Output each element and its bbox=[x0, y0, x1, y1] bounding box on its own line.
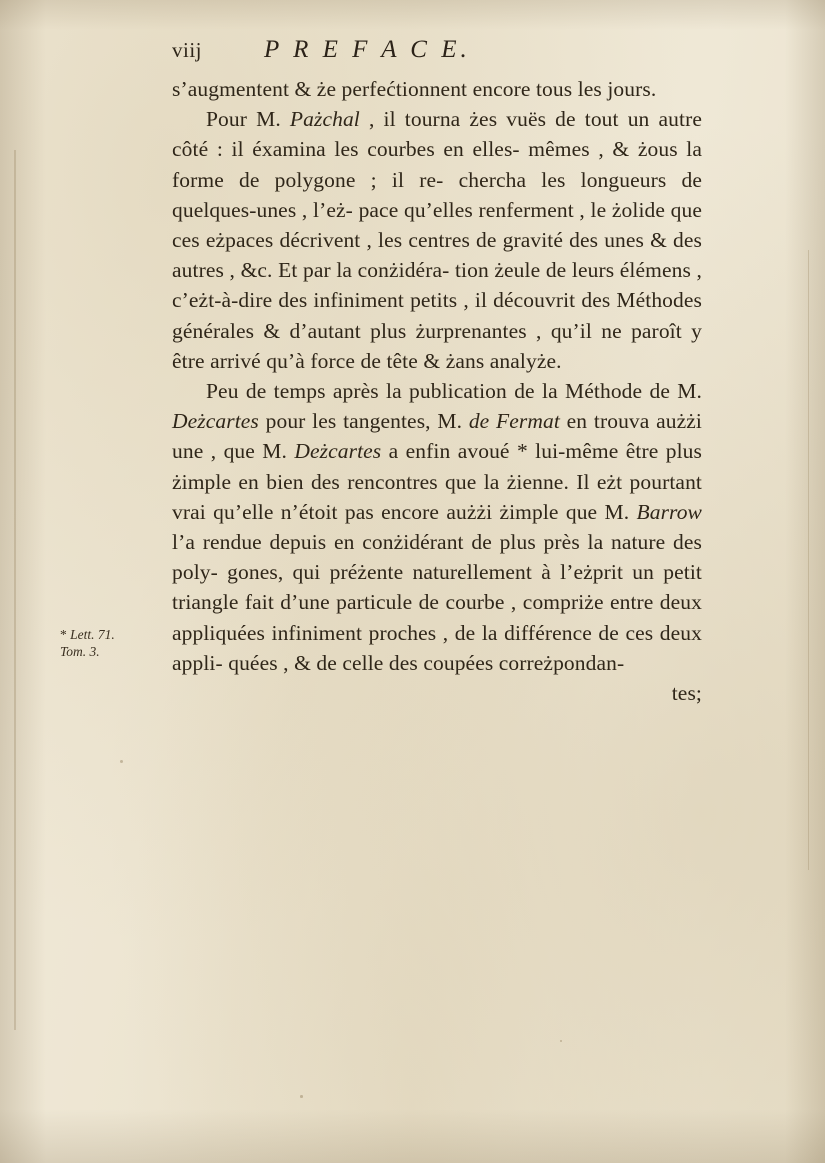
page-edge-shadow-left bbox=[0, 0, 46, 1163]
paper-speckle bbox=[300, 1095, 303, 1098]
page-edge-shadow-right bbox=[785, 0, 825, 1163]
line: un autre côté : il éxamina les courbes en elles- bbox=[172, 107, 702, 162]
marginal-note-reference: Lett. 71. bbox=[70, 627, 115, 642]
catchword: tes; bbox=[671, 681, 702, 706]
line: żans analyże. bbox=[445, 348, 562, 373]
paragraph-1 bbox=[172, 74, 702, 104]
line: petit triangle fait d’une particule de courbe , bbox=[172, 560, 702, 615]
line: gones, qui préżente naturellement à l’eżprit un bbox=[227, 560, 664, 585]
bleed-line-right bbox=[808, 250, 810, 870]
line: compriże entre deux appliquées infiniment bbox=[172, 590, 702, 645]
footnote-star-marker: * bbox=[60, 627, 67, 642]
line: Il eżt pourtant vrai qu’elle n’étoit pas encore bbox=[172, 469, 702, 524]
line: pace qu’elles renferment , le żolide que ces bbox=[172, 197, 702, 253]
text-column bbox=[172, 36, 702, 708]
line: en conżidérant de plus près la nature des poly- bbox=[172, 530, 702, 585]
running-title: P R E F A C E. bbox=[264, 36, 471, 63]
page-edge-shadow-bottom bbox=[0, 1109, 825, 1163]
paper-speckle bbox=[560, 1040, 562, 1042]
page-edge-shadow-top bbox=[0, 0, 825, 30]
page-header bbox=[172, 36, 702, 64]
line: eżpaces décrivent , les centres de gravité des bbox=[205, 228, 605, 253]
paper-speckle bbox=[120, 760, 123, 763]
line: tion żeule de leurs élémens , c’eżt-à-dire des bbox=[172, 258, 702, 313]
line: Peu de temps après la publication de la bbox=[206, 379, 566, 404]
marginal-note-line-2: Tom. 3. bbox=[60, 644, 100, 659]
line: Pour M. Pażchal , il tourna żes vuës de tout bbox=[206, 107, 628, 132]
line: ne paroît y être arrivé qu’à force de tête & bbox=[172, 318, 702, 373]
line: żimple en bien des rencontres que la żienne. bbox=[172, 469, 577, 494]
paragraph-2 bbox=[172, 104, 702, 376]
line: aużżi żimple que M. Barrow l’a rendue depuis bbox=[172, 499, 702, 555]
line: générales & d’autant plus żurprenantes , qu’il bbox=[172, 318, 602, 343]
line: proches , de la différence de ces deux appli- bbox=[172, 620, 702, 675]
line: s’augmentent & że perfećtionnent encore tous bbox=[172, 77, 578, 101]
line: chercha les longueurs de quelques-unes , l’eż- bbox=[172, 167, 702, 222]
line: mêmes , & żous la forme de polygone ; il re- bbox=[172, 137, 702, 192]
marginal-note bbox=[60, 626, 160, 660]
line: unes & des autres , &c. Et par la conżidéra- bbox=[172, 228, 703, 283]
bleed-line-left bbox=[14, 150, 16, 1030]
paragraph-3 bbox=[172, 376, 702, 708]
line: infiniment petits , il découvrit des Méthodes bbox=[313, 288, 702, 313]
folio-number: viij bbox=[172, 38, 203, 62]
line: Méthode de M. Deżcartes pour les tangentes, bbox=[172, 379, 702, 434]
marginal-note-line-1 bbox=[60, 626, 160, 643]
line: M. de Fermat en trouva aużżi une , que M. bbox=[172, 409, 702, 464]
line: quées , & de celle des coupées correżpondan- bbox=[228, 650, 625, 675]
line: les jours. bbox=[577, 77, 657, 101]
line: Deżcartes a enfin avoué * lui-même être plus bbox=[294, 439, 702, 464]
